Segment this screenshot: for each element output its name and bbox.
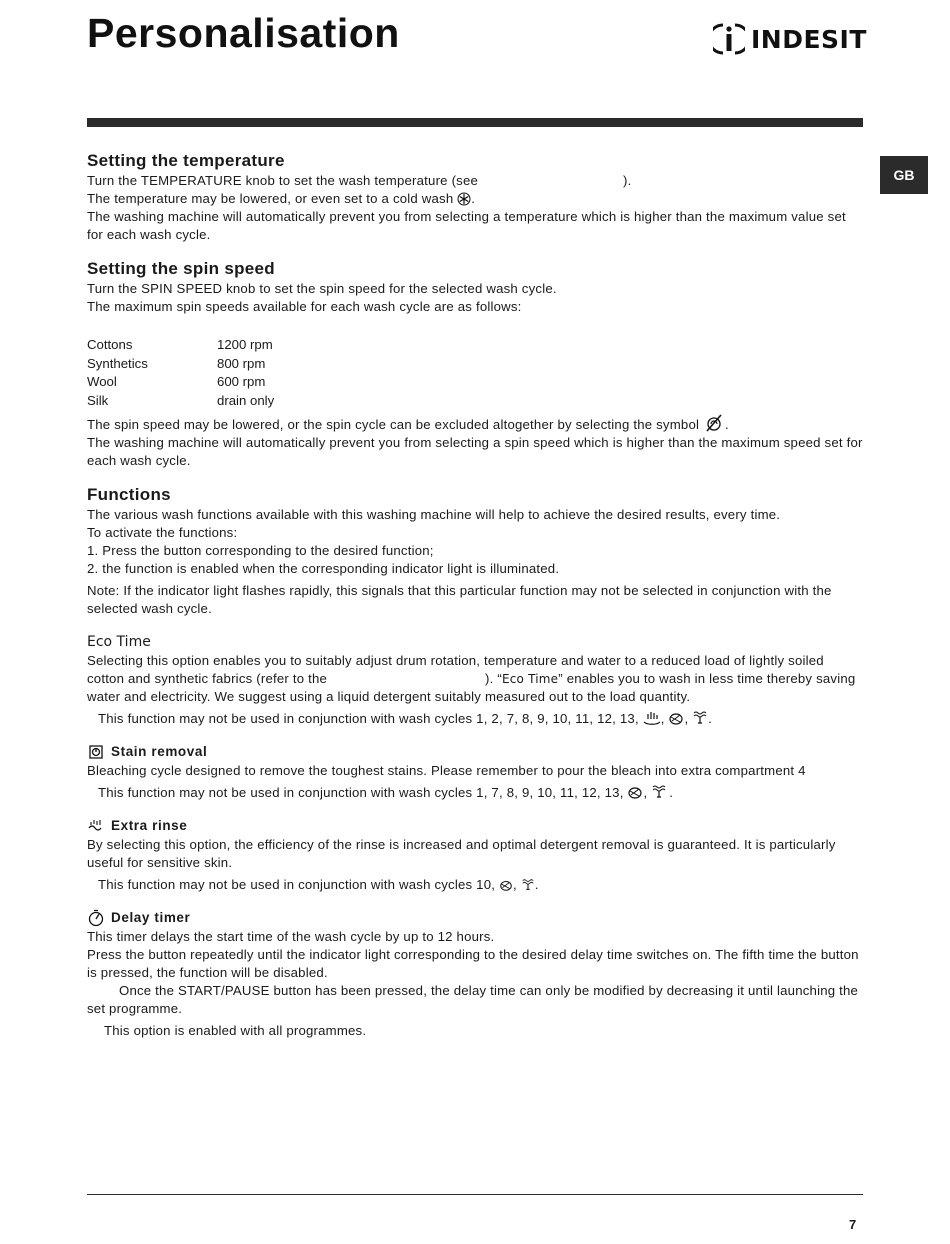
wool-icon: [499, 878, 513, 892]
spin-cycle-wool: Wool: [87, 374, 117, 389]
temperature-text-3: The washing machine will automatically prevent you from selecting a temperature which is higher than the maximum value set for each wash cycle.: [87, 209, 846, 242]
extra-rinse-heading: [87, 816, 863, 836]
spin-speed-wool: 600 rpm: [217, 374, 266, 389]
spin-speed-synthetics: 800 rpm: [217, 355, 266, 371]
no-spin-icon: [703, 414, 725, 432]
stain-removal-restriction: This function may not be used in conjunction with wash cycles 1, 7, 8, 9, 10, 11, 12, 13, , .: [98, 785, 674, 800]
spin-text-1: Turn the SPIN SPEED knob to set the spin speed for the selected wash cycle.: [87, 281, 557, 296]
extra-rinse-icon: [87, 818, 105, 834]
stain-removal-title: Stain removal: [111, 744, 208, 759]
language-tab: GB: [880, 156, 928, 194]
spin-speed-table: [87, 336, 863, 410]
header-divider: [87, 118, 863, 127]
page-title: Personalisation: [87, 10, 400, 56]
ecotime-restriction: This function may not be used in conjunction with wash cycles 1, 2, 7, 8, 9, 10, 11, 12, 13, , , .: [98, 711, 713, 726]
delay-timer-text-1: This timer delays the start time of the wash cycle by up to 12 hours.: [87, 929, 495, 944]
indesit-logo-icon: [713, 21, 745, 57]
spin-cycle-silk: Silk: [87, 392, 109, 408]
brand-logo: [713, 20, 867, 58]
extra-rinse-text: By selecting this option, the efficiency of the rinse is increased and optimal detergent removal is guaranteed. It is particularly useful for sensitive skin.: [87, 837, 836, 870]
ecotime-restriction-text: This function may not be used in conjunction with wash cycles 1, 2, 7, 8, 9, 10, 11, 12, 13,: [98, 711, 639, 726]
delay-timer-text-4: This option is enabled with all programmes.: [104, 1023, 367, 1038]
ecotime-inline-label: Eco Time: [501, 672, 559, 686]
wool-icon: [668, 710, 684, 726]
spin-text-3: The spin speed may be lowered, or the spin cycle can be excluded altogether by selecting the symbol .: [87, 414, 863, 434]
temperature-text-2: The temperature may be lowered, or even set to a cold wash .: [87, 191, 476, 206]
functions-intro: The various wash functions available with this washing machine will help to achieve the desired results, every time.: [87, 507, 781, 522]
spin-cycle-cottons: Cottons: [87, 337, 133, 352]
page-number: 7: [849, 1217, 857, 1232]
temperature-text-1a: Turn the TEMPERATURE knob to set the wash temperature (see: [87, 173, 479, 188]
spin-text-2: The maximum spin speeds available for each wash cycle are as follows:: [87, 299, 522, 314]
stain-removal-restriction-text: This function may not be used in conjunction with wash cycles 1, 7, 8, 9, 10, 11, 12, 13,: [98, 785, 624, 800]
ecotime-text: [87, 652, 863, 706]
delay-timer-text-2: Press the button repeatedly until the indicator light corresponding to the desired delay time switches on. The fifth time the button is pressed, the function will be disabled.: [87, 947, 859, 980]
silk-icon: [521, 878, 535, 892]
stain-removal-icon: [87, 743, 105, 761]
functions-step-1: 1. Press the button corresponding to the desired function;: [87, 543, 434, 558]
wool-icon: [627, 784, 643, 800]
spin-text-3a: The spin speed may be lowered, or the spin cycle can be excluded altogether by selecting the symbol: [87, 417, 700, 432]
spin-cycle-synthetics: Synthetics: [87, 355, 148, 371]
temperature-heading: Setting the temperature: [87, 151, 285, 170]
delay-timer-title: Delay timer: [111, 910, 191, 925]
delay-timer-icon: [87, 909, 105, 927]
spin-speed-cottons: 1200 rpm: [217, 337, 273, 352]
extra-rinse-title: Extra rinse: [111, 818, 188, 833]
spin-text-4: The washing machine will automatically prevent you from selecting a spin speed which is higher than the maximum speed set for each wash cycle.: [87, 435, 863, 468]
extra-rinse-restriction: This function may not be used in conjunction with wash cycles 10, , .: [98, 877, 539, 892]
footer-divider: [87, 1194, 863, 1195]
brand-name: INDESIT: [751, 24, 867, 54]
temperature-text-2a: The temperature may be lowered, or even set to a cold wash: [87, 191, 454, 206]
functions-activate: To activate the functions:: [87, 525, 238, 540]
spin-heading: Setting the spin speed: [87, 259, 275, 278]
ecotime-label: Eco Time: [87, 634, 151, 650]
page-content: [87, 150, 863, 1040]
snowflake-icon: [457, 192, 471, 206]
delay-timer-text-3a: Once the START/PAUSE button has been pressed, the delay time can only be modified by decreasing it until launching the set programme.: [87, 983, 859, 1016]
delay-timer-text-3: [87, 982, 863, 1018]
functions-heading: Functions: [87, 485, 171, 504]
functions-step-2: 2. the function is enabled when the corresponding indicator light is illuminated.: [87, 561, 560, 576]
stain-removal-heading: [87, 742, 863, 762]
functions-note: Note: If the indicator light flashes rapidly, this signals that this particular function may not be selected in conjunction with the selected wash cycle.: [87, 583, 832, 616]
ecotime-text-b: ). “: [485, 671, 502, 686]
extra-rinse-restriction-text: This function may not be used in conjunction with wash cycles 10,: [98, 877, 496, 892]
spin-speed-silk: drain only: [217, 392, 275, 408]
silk-icon: [692, 710, 708, 726]
stain-removal-text: Bleaching cycle designed to remove the toughest stains. Please remember to pour the bleach into extra compartment 4: [87, 763, 806, 778]
temperature-text-1: [87, 172, 863, 190]
hand-wash-icon: [643, 710, 661, 726]
ecotime-text-a: Selecting this option enables you to suitably adjust drum rotation, temperature and water to a reduced load of lightly soiled cotton and synthetic fabrics (refer to the: [87, 653, 824, 686]
temperature-text-1b: ).: [623, 173, 632, 188]
ecotime-text-c: ” enables you to wash in less time thereby saving water and electricity. We suggest using a liquid detergent suitably measured out to the load quantity.: [87, 671, 856, 704]
delay-timer-heading: [87, 908, 863, 928]
silk-icon: [651, 784, 669, 800]
